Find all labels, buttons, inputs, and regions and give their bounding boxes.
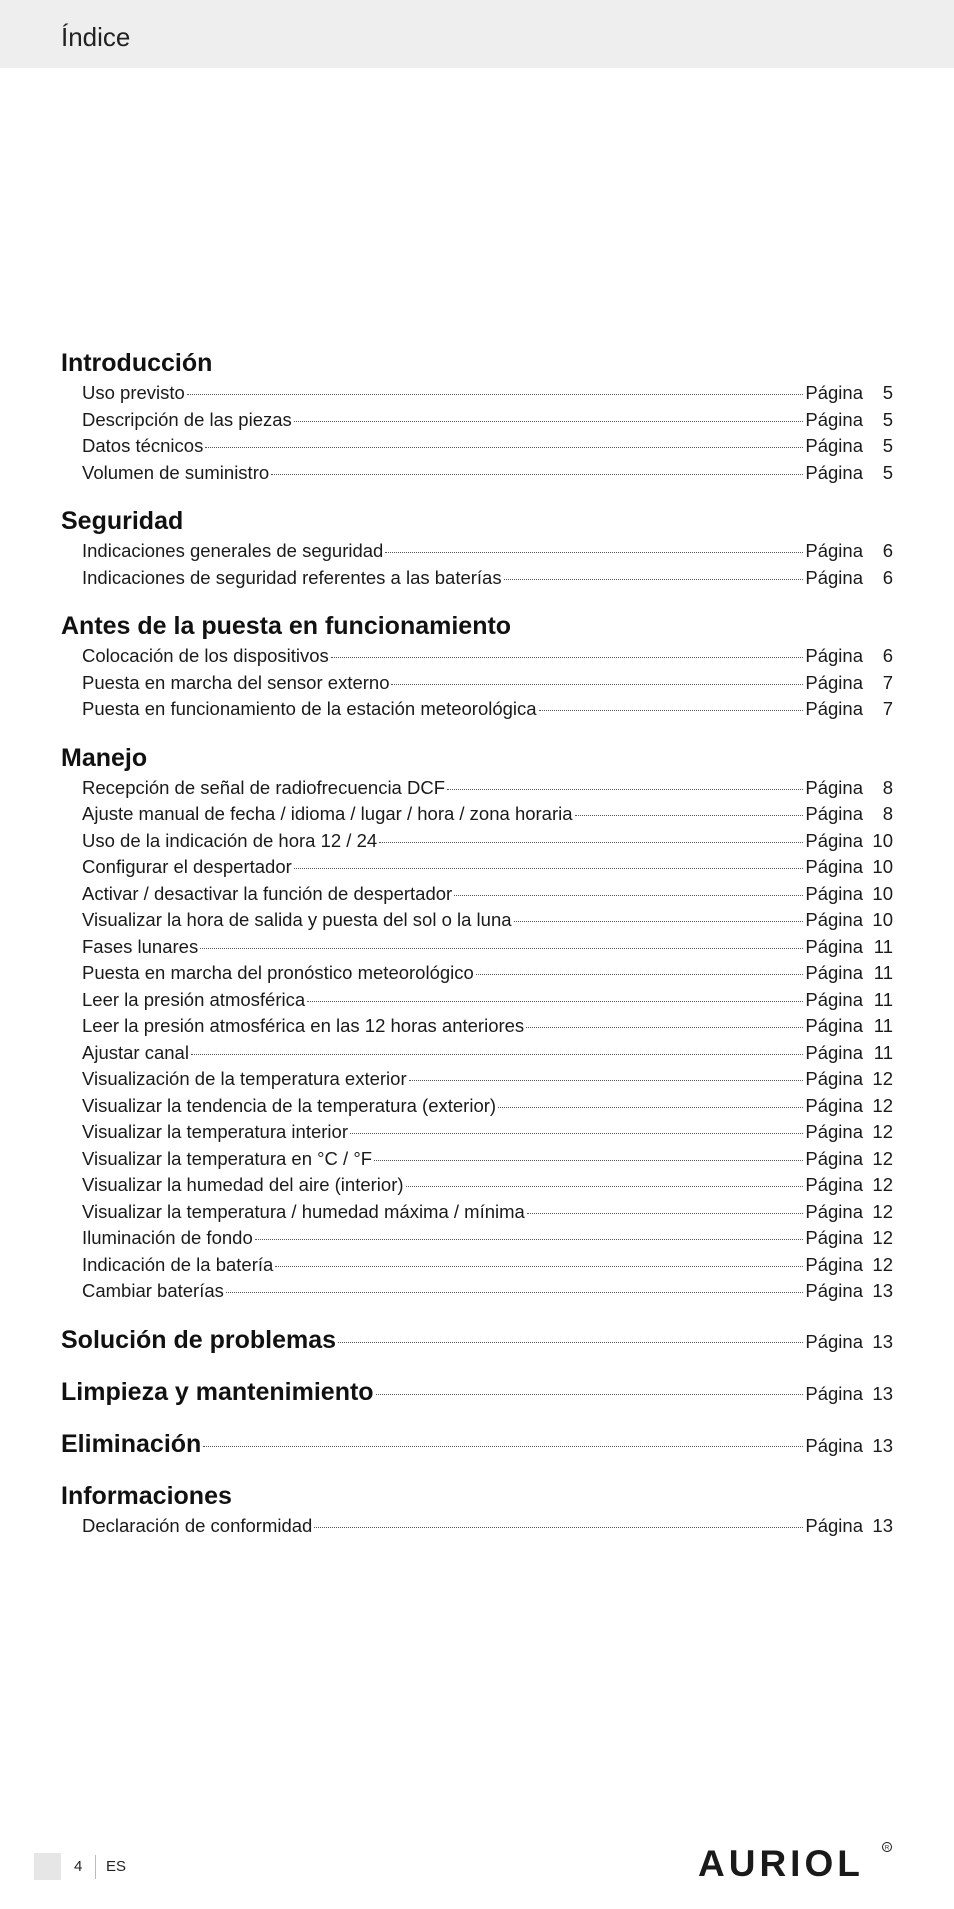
toc-entry: [61, 1146, 893, 1173]
section-title: Informaciones: [61, 1481, 232, 1510]
page-label: Página: [805, 1514, 863, 1536]
dot-leader: [203, 1446, 803, 1447]
dot-leader: [575, 815, 804, 816]
page-ref: 12: [872, 1174, 893, 1195]
toc-entry: [61, 1199, 893, 1226]
toc-section-row: [61, 1427, 893, 1463]
entry-label: Recepción de señal de radiofrecuencia DCF: [82, 776, 446, 798]
page-label: Página: [805, 1121, 863, 1142]
page-label: Página: [805, 962, 863, 983]
toc-section: [61, 609, 893, 723]
page-label: Página: [805, 803, 863, 824]
dot-leader: [271, 474, 803, 475]
toc-entry: [61, 1066, 893, 1093]
toc-section: [61, 1479, 893, 1540]
page-ref: 12: [872, 1094, 893, 1116]
entry-label: Uso previsto: [82, 382, 185, 403]
page-label: Página: [805, 566, 863, 588]
toc-entry: [61, 433, 893, 460]
entry-label: Descripción de las piezas: [82, 408, 292, 430]
dot-leader: [406, 1186, 804, 1187]
page-ref: 5: [882, 461, 893, 483]
page-ref: 12: [872, 1200, 893, 1222]
page-ref: 8: [882, 776, 893, 798]
page-label: Página: [805, 1200, 863, 1222]
dot-leader: [409, 1080, 804, 1081]
entry-label: Cambiar baterías: [82, 1280, 224, 1301]
page-label: Página: [805, 698, 863, 719]
svg-text:R: R: [884, 1845, 890, 1852]
dot-leader: [200, 948, 803, 949]
toc-entry: [61, 801, 893, 828]
section-title: Manejo: [61, 743, 148, 772]
toc-entry: [61, 1252, 893, 1279]
entry-label: Uso de la indicación de hora 12 / 24: [82, 829, 378, 851]
toc-entry: [61, 854, 893, 881]
page-label: Página: [805, 671, 863, 693]
dot-leader: [391, 684, 803, 685]
dot-leader: [447, 789, 803, 790]
page-label: Página: [805, 408, 863, 430]
toc-section: [61, 1427, 893, 1463]
page-ref: 13: [872, 1280, 893, 1301]
toc-entry: [61, 407, 893, 434]
toc-section-row: [61, 1375, 893, 1411]
page-number: 4: [74, 1858, 83, 1875]
section-title: Eliminación: [61, 1429, 202, 1458]
section-title: Antes de la puesta en funcionamiento: [61, 612, 512, 640]
section-title: Solución de problemas: [61, 1325, 337, 1354]
entry-label: Visualizar la temperatura interior: [82, 1121, 348, 1142]
page-ref: 13: [872, 1330, 893, 1352]
page-ref: 7: [882, 698, 893, 719]
table-of-contents: [61, 346, 893, 1557]
page-label: Página: [805, 1434, 863, 1456]
entry-label: Iluminación de fondo: [82, 1227, 253, 1248]
dot-leader: [314, 1527, 803, 1528]
page-ref: 8: [882, 803, 893, 824]
toc-entry: [61, 1513, 893, 1540]
entry-label: Datos técnicos: [82, 435, 204, 456]
page-ref: 11: [873, 962, 893, 983]
toc-entry: [61, 643, 893, 670]
page-label: Página: [805, 1253, 863, 1275]
entry-label: Indicaciones de seguridad referentes a las baterías: [82, 566, 502, 588]
entry-label: Fases lunares: [82, 935, 199, 957]
page-ref: 6: [882, 540, 893, 561]
dot-leader: [275, 1266, 803, 1267]
toc-entry: [61, 1093, 893, 1120]
page-label: Página: [805, 1227, 863, 1248]
brand-wordmark: AURIOL: [698, 1843, 864, 1883]
page-label: Página: [805, 856, 863, 877]
dot-leader: [376, 1394, 804, 1395]
toc-section: [61, 1375, 893, 1411]
page-ref: 11: [873, 1015, 893, 1036]
footer-divider: [95, 1855, 96, 1879]
page-ref: 11: [873, 1041, 893, 1063]
dot-leader: [294, 868, 804, 869]
entry-label: Visualización de la temperatura exterior: [82, 1068, 407, 1089]
section-title: Introducción: [61, 349, 213, 377]
entry-label: Ajustar canal: [82, 1041, 189, 1063]
dot-leader: [498, 1107, 803, 1108]
entry-label: Visualizar la temperatura / humedad máxima / mínima: [82, 1200, 525, 1222]
page-label: Página: [805, 1015, 863, 1036]
dot-leader: [539, 710, 804, 711]
auriol-logo: [698, 1839, 894, 1883]
dot-leader: [504, 579, 804, 580]
toc-entry: [61, 1172, 893, 1199]
page-label: Página: [805, 988, 863, 1010]
page-ref: 12: [872, 1253, 893, 1275]
dot-leader: [374, 1160, 803, 1161]
page-label: Página: [805, 1068, 863, 1089]
toc-entry: [61, 460, 893, 487]
dot-leader: [338, 1342, 803, 1343]
toc-entry: [61, 775, 893, 802]
page-ref: 12: [872, 1147, 893, 1169]
page-title: Índice: [61, 22, 131, 52]
dot-leader: [385, 552, 803, 553]
dot-leader: [379, 842, 803, 843]
toc-section-row: [61, 1323, 893, 1359]
entry-label: Leer la presión atmosférica: [82, 988, 306, 1010]
dot-leader: [514, 921, 804, 922]
page-ref: 13: [872, 1382, 893, 1404]
section-title: Seguridad: [61, 507, 184, 535]
page-label: Página: [805, 776, 863, 798]
entry-label: Volumen de suministro: [82, 461, 270, 483]
page-label: Página: [805, 461, 863, 483]
entry-label: Configurar el despertador: [82, 856, 292, 877]
toc-section: [61, 741, 893, 1305]
page-label: Página: [805, 1147, 863, 1169]
toc-section: [61, 346, 893, 486]
page-ref: 6: [882, 645, 893, 666]
page-ref: 7: [882, 671, 893, 693]
toc-entry: [61, 1225, 893, 1252]
page-label: Página: [805, 1280, 863, 1301]
toc-entry: [61, 987, 893, 1014]
entry-label: Visualizar la hora de salida y puesta del sol o la luna: [82, 909, 512, 930]
toc-entry: [61, 828, 893, 855]
page-ref: 10: [872, 909, 893, 930]
page-marker-box: [34, 1853, 61, 1880]
page-label: Página: [805, 435, 863, 456]
toc-entry: [61, 670, 893, 697]
entry-label: Activar / desactivar la función de despertador: [82, 882, 453, 904]
entry-label: Indicación de la batería: [82, 1253, 274, 1275]
page-ref: 12: [872, 1068, 893, 1089]
page-ref: 5: [882, 382, 893, 403]
dot-leader: [350, 1133, 803, 1134]
toc-entry: [61, 565, 893, 592]
page-ref: 10: [872, 829, 893, 851]
dot-leader: [205, 447, 803, 448]
page-label: Página: [805, 1330, 863, 1352]
toc-entry: [61, 1013, 893, 1040]
entry-label: Visualizar la tendencia de la temperatura (exterior): [82, 1094, 497, 1116]
entry-label: Puesta en funcionamiento de la estación meteorológica: [82, 698, 537, 719]
page-label: Página: [805, 935, 863, 957]
section-title: Limpieza y mantenimiento: [61, 1377, 374, 1406]
toc-entry: [61, 960, 893, 987]
entry-label: Visualizar la humedad del aire (interior): [82, 1174, 404, 1195]
toc-entry: [61, 1040, 893, 1067]
page-label: Página: [805, 909, 863, 930]
toc-section: [61, 1323, 893, 1359]
page-ref: 12: [872, 1121, 893, 1142]
toc-entry: [61, 538, 893, 565]
dot-leader: [307, 1001, 803, 1002]
page-label: Página: [805, 1041, 863, 1063]
dot-leader: [454, 895, 803, 896]
toc-section: [61, 504, 893, 591]
page-ref: 11: [873, 935, 893, 957]
dot-leader: [476, 974, 804, 975]
page-label: Página: [805, 1382, 863, 1404]
dot-leader: [331, 657, 804, 658]
dot-leader: [187, 394, 804, 395]
language-code: ES: [106, 1858, 127, 1875]
page-ref: 11: [873, 988, 893, 1010]
page-label: Página: [805, 1094, 863, 1116]
dot-leader: [526, 1027, 803, 1028]
entry-label: Leer la presión atmosférica en las 12 horas anteriores: [82, 1015, 525, 1036]
dot-leader: [255, 1239, 804, 1240]
page-ref: 10: [872, 882, 893, 904]
page-ref: 5: [882, 408, 893, 430]
entry-label: Puesta en marcha del sensor externo: [82, 671, 390, 693]
page-label: Página: [805, 382, 863, 403]
page-label: Página: [805, 645, 863, 666]
page-label: Página: [805, 882, 863, 904]
entry-label: Visualizar la temperatura en °C / °F: [82, 1147, 373, 1169]
page-label: Página: [805, 829, 863, 851]
page-label: Página: [805, 540, 863, 561]
entry-label: Colocación de los dispositivos: [82, 645, 329, 666]
dot-leader: [527, 1213, 804, 1214]
page-ref: 13: [872, 1514, 893, 1536]
dot-leader: [226, 1292, 803, 1293]
page-label: Página: [805, 1174, 863, 1195]
toc-entry: [61, 1119, 893, 1146]
dot-leader: [191, 1054, 803, 1055]
page-ref: 6: [882, 566, 893, 588]
toc-entry: [61, 881, 893, 908]
page-ref: 10: [872, 856, 893, 877]
entry-label: Puesta en marcha del pronóstico meteorológico: [82, 962, 474, 983]
page-ref: 12: [872, 1227, 893, 1248]
toc-entry: [61, 934, 893, 961]
page-ref: 13: [872, 1434, 893, 1456]
dot-leader: [294, 421, 804, 422]
toc-entry: [61, 380, 893, 407]
entry-label: Declaración de conformidad: [82, 1514, 313, 1536]
entry-label: Ajuste manual de fecha / idioma / lugar / hora / zona horaria: [82, 803, 573, 824]
header-band: [0, 0, 954, 68]
toc-entry: [61, 696, 893, 723]
toc-entry: [61, 1278, 893, 1305]
toc-entry: [61, 907, 893, 934]
page-ref: 5: [882, 435, 893, 456]
entry-label: Indicaciones generales de seguridad: [82, 540, 384, 561]
